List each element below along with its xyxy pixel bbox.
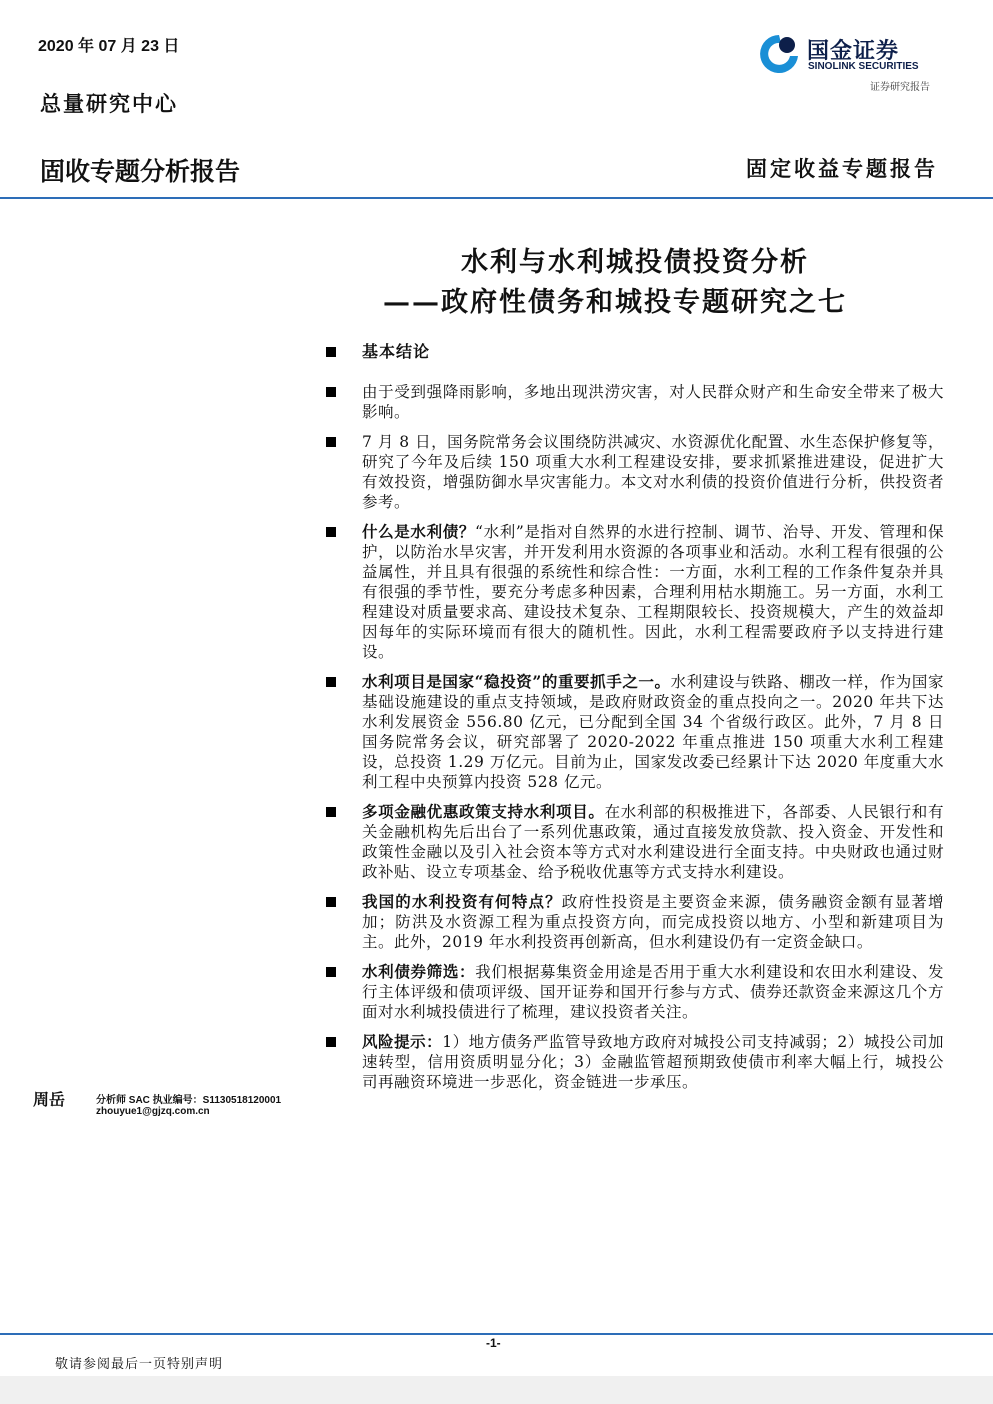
logo-name-en: SINOLINK SECURITIES — [808, 61, 919, 72]
bullet-text: 由于受到强降雨影响，多地出现洪涝灾害，对人民群众财产和生命安全带来了极大影响。 — [362, 383, 944, 421]
logo-subtitle: 证券研究报告 — [870, 82, 930, 93]
footer-divider — [0, 1333, 993, 1335]
report-subtitle: ——政府性债务和城投专题研究之七 — [383, 287, 847, 318]
bullet-square-icon — [326, 437, 336, 447]
bullet-text: 多项金融优惠政策支持水利项目。在水利部的积极推进下，各部委、人民银行和有关金融机构先后出台了一系列优惠政策，通过直接发放贷款、投入资金、开发性和政策性金融以及引入社会资本等方式对水利建设进行全面支持。中央财政也通过财政补贴、设立专项基金、给予税收优惠等方式支持水利建设。 — [362, 802, 944, 881]
bullet-square-icon — [326, 897, 336, 907]
bullet-text: 水利债券筛选：我们根据募集资金用途是否用于重大水利建设和农田水利建设、发行主体评级和债项评级、国开证券和国开行参与方式、债券还款资金来源这几个方面对水利城投债进行了梳理，建议投资者关注。 — [362, 962, 944, 1021]
bullet-text: 我国的水利投资有何特点？政府性投资是主要资金来源，债务融资金额有显著增加；防洪及水资源工程为重点投资方向，而完成投资以地方、小型和新建项目为主。此外，2019 年水利投资再创新高，但水利建设仍有一定资金缺口。 — [362, 892, 944, 951]
logo-name-zh: 国金证券 — [807, 38, 900, 63]
list-item — [326, 892, 944, 952]
report-type: 固收专题分析报告 — [40, 158, 241, 186]
bullet-square-icon — [326, 677, 336, 687]
section-heading: 基本结论 — [362, 342, 431, 361]
list-item — [326, 342, 944, 362]
list-item — [326, 962, 944, 1022]
bullet-square-icon — [326, 347, 336, 357]
conclusion-list — [326, 342, 944, 1092]
page-number: -1- — [486, 1336, 501, 1350]
report-title: 水利与水利城投债投资分析 — [461, 247, 809, 278]
bullet-square-icon — [326, 807, 336, 817]
analyst-email[interactable]: zhouyue1@gjzq.com.cn — [96, 1106, 210, 1117]
bullet-text: 水利项目是国家“稳投资”的重要抓手之一。水利建设与铁路、棚改一样，作为国家基础设施建设的重点支持领域，是政府财政资金的重点投向之一。2020 年共下达水利发展资金 556.80 亿元，已分配到全国 34 个省级行政区。此外，7 月 8 日国务院常务会议，研究部署了 2020-2022 年重点推进 150 项重大水利工程建设，总投资 1.29 万亿元。目前为止，国家发改委已经累计下达 2020 年度重大水利工程中央预算内投资 528 亿元。 — [362, 672, 944, 791]
header-divider — [0, 197, 993, 199]
list-item — [326, 1032, 944, 1092]
list-item — [326, 802, 944, 882]
list-item — [326, 432, 944, 512]
list-item — [326, 522, 944, 662]
bullet-square-icon — [326, 387, 336, 397]
bullet-text: 风险提示：1）地方债务严监管导致地方政府对城投公司支持减弱；2）城投公司加速转型，信用资质明显分化；3）金融监管超预期致使债市利率大幅上行，城投公司再融资环境进一步恶化，资金链进一步承压。 — [362, 1032, 944, 1091]
list-item — [326, 672, 944, 792]
analyst-name: 周岳 — [33, 1090, 66, 1109]
bullet-square-icon — [326, 1037, 336, 1047]
bullet-square-icon — [326, 527, 336, 537]
disclaimer-note: 敬请参阅最后一页特别声明 — [55, 1357, 224, 1372]
logo-mark-icon — [757, 32, 801, 76]
report-category: 固定收益专题报告 — [746, 156, 938, 181]
bullet-square-icon — [326, 967, 336, 977]
research-center: 总量研究中心 — [40, 91, 178, 116]
analyst-sac-number: 分析师 SAC 执业编号：S1130518120001 — [96, 1095, 282, 1106]
bullet-text: 7 月 8 日，国务院常务会议围绕防洪减灾、水资源优化配置、水生态保护修复等，研究了今年及后续 150 项重大水利工程建设安排，要求抓紧推进建设，促进扩大有效投资，增强防御水旱灾害能力。本文对水利债的投资价值进行分析，供投资者参考。 — [362, 433, 944, 511]
list-item — [326, 382, 944, 422]
bullet-text: 什么是水利债？“水利”是指对自然界的水进行控制、调节、治导、开发、管理和保护，以防治水旱灾害，并开发利用水资源的各项事业和活动。水利工程有很强的公益属性，并且具有很强的系统性和综合性：一方面，水利工程的工作条件复杂并具有很强的季节性，要充分考虑多种因素，合理利用枯水期施工。另一方面，水利工程建设对质量要求高、建设技术复杂、工程期限较长、投资规模大，产生的效益却因每年的实际环境而有很大的随机性。因此，水利工程需要政府予以支持进行建设。 — [362, 522, 944, 661]
bottom-band — [0, 1376, 993, 1404]
report-date: 2020 年 07 月 23 日 — [38, 38, 180, 55]
company-logo — [757, 32, 947, 76]
